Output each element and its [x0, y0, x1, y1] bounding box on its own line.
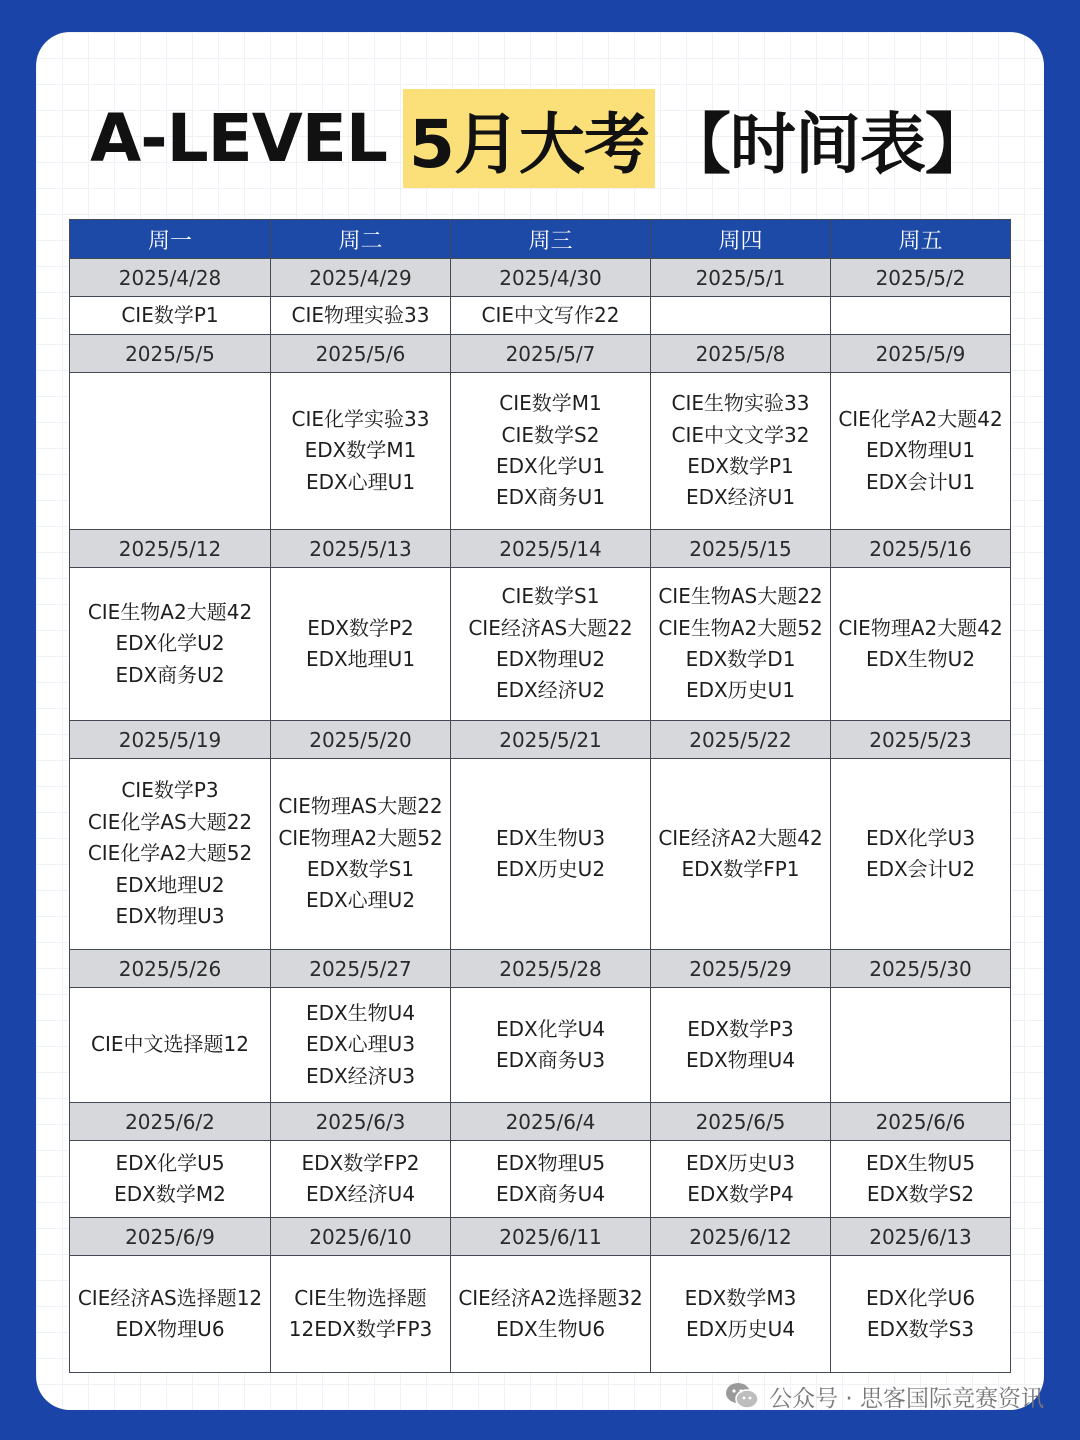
exam-cell: [651, 1141, 831, 1218]
exam-cell: [271, 373, 451, 530]
exam-item: EDX会计U1: [865, 469, 976, 494]
exam-cell: [271, 1141, 451, 1218]
exam-item: EDX商务U2: [115, 662, 225, 687]
exam-item: EDX数学P2: [307, 615, 414, 640]
date-cell: 2025/6/4: [451, 1103, 651, 1141]
exam-item: CIE数学P3: [121, 778, 219, 803]
exam-row: [70, 759, 1011, 950]
exam-cell: [70, 297, 271, 335]
exam-item: EDX历史U1: [685, 678, 796, 703]
exam-item: EDX数学M1: [304, 438, 417, 463]
date-cell: 2025/6/2: [70, 1103, 271, 1141]
weekday-header: 周五: [831, 220, 1011, 259]
exam-cell: [70, 1256, 271, 1373]
date-cell: 2025/5/20: [271, 721, 451, 759]
weekday-header-row: [70, 220, 1011, 259]
exam-item: CIE中文写作22: [481, 302, 620, 327]
exam-cell: [651, 568, 831, 721]
date-row: [70, 950, 1011, 988]
exam-item: CIE化学AS大题22: [87, 809, 253, 834]
exam-item: CIE物理实验33: [291, 302, 430, 327]
date-cell: 2025/5/2: [831, 259, 1011, 297]
date-cell: 2025/5/14: [451, 530, 651, 568]
exam-cell: [70, 568, 271, 721]
date-row: [70, 1103, 1011, 1141]
exam-item: CIE经济AS选择题12: [77, 1285, 263, 1310]
exam-cell: [451, 1256, 651, 1373]
exam-row: [70, 373, 1011, 530]
exam-item: CIE经济A2大题42: [658, 825, 823, 850]
title-suffix: 【时间表】: [664, 105, 990, 183]
exam-item: CIE物理A2大题42: [838, 615, 1003, 640]
exam-item: EDX商务U4: [495, 1182, 606, 1206]
exam-cell: [451, 373, 651, 530]
date-row: [70, 1218, 1011, 1256]
exam-cell: [70, 759, 271, 950]
date-cell: 2025/5/19: [70, 721, 271, 759]
exam-cell: [271, 1256, 451, 1373]
weekday-header: 周四: [651, 220, 831, 259]
exam-row: [70, 568, 1011, 721]
exam-item: EDX数学FP1: [681, 857, 800, 881]
exam-item: EDX数学P3: [687, 1016, 794, 1041]
exam-item: EDX化学U2: [115, 631, 225, 656]
exam-row: [70, 1256, 1011, 1373]
exam-item: CIE生物AS大题22: [658, 584, 823, 609]
date-cell: 2025/6/11: [451, 1218, 651, 1256]
date-cell: 2025/5/12: [70, 530, 271, 568]
exam-item: CIE数学P1: [121, 302, 219, 327]
exam-item: EDX数学S3: [866, 1317, 975, 1341]
date-cell: 2025/5/23: [831, 721, 1011, 759]
exam-cell: [271, 297, 451, 335]
exam-cell: [651, 988, 831, 1103]
exam-item: EDX历史U4: [685, 1317, 796, 1341]
date-cell: 2025/6/3: [271, 1103, 451, 1141]
date-cell: 2025/5/16: [831, 530, 1011, 568]
exam-item: EDX数学S2: [866, 1182, 975, 1206]
date-cell: 2025/5/22: [651, 721, 831, 759]
date-cell: 2025/5/28: [451, 950, 651, 988]
date-cell: 2025/6/5: [651, 1103, 831, 1141]
exam-cell: [831, 988, 1011, 1103]
exam-item: CIE物理A2大题52: [278, 825, 443, 850]
date-cell: 2025/4/29: [271, 259, 451, 297]
footer-attribution: [725, 1376, 1044, 1416]
exam-item: CIE生物选择题: [294, 1285, 427, 1310]
exam-item: EDX历史U3: [685, 1150, 796, 1175]
exam-cell: [271, 568, 451, 721]
date-cell: 2025/5/9: [831, 335, 1011, 373]
exam-item: CIE中文文学32: [671, 422, 810, 447]
exam-item: EDX心理U3: [305, 1032, 416, 1057]
exam-cell: [831, 1256, 1011, 1373]
date-cell: 2025/5/8: [651, 335, 831, 373]
exam-item: CIE经济A2选择题32: [458, 1285, 643, 1310]
exam-item: EDX化学U1: [495, 454, 606, 478]
exam-item: EDX物理U2: [495, 647, 606, 671]
weekday-header: 周一: [70, 220, 271, 259]
date-cell: 2025/5/27: [271, 950, 451, 988]
exam-item: EDX经济U2: [495, 678, 606, 703]
exam-item: EDX物理U6: [115, 1317, 225, 1341]
date-cell: 2025/5/13: [271, 530, 451, 568]
exam-cell: [831, 1141, 1011, 1218]
date-cell: 2025/6/13: [831, 1218, 1011, 1256]
exam-cell: [651, 1256, 831, 1373]
exam-item: EDX经济U4: [305, 1182, 416, 1206]
exam-cell: [831, 297, 1011, 335]
exam-cell: [451, 759, 651, 950]
exam-item: EDX数学P4: [687, 1182, 794, 1206]
exam-item: EDX数学D1: [685, 647, 796, 671]
exam-cell: [70, 373, 271, 530]
exam-item: CIE数学S2: [501, 422, 600, 447]
exam-item: EDX物理U1: [865, 438, 976, 463]
weekday-header: 周三: [451, 220, 651, 259]
date-cell: 2025/5/7: [451, 335, 651, 373]
exam-item: CIE经济AS大题22: [468, 615, 633, 640]
exam-cell: [651, 297, 831, 335]
date-cell: 2025/5/29: [651, 950, 831, 988]
date-cell: 2025/4/30: [451, 259, 651, 297]
date-cell: 2025/6/6: [831, 1103, 1011, 1141]
exam-item: EDX生物U5: [865, 1150, 976, 1175]
exam-cell: [831, 568, 1011, 721]
exam-item: EDX会计U2: [865, 857, 976, 881]
exam-item: EDX生物U3: [495, 825, 606, 850]
date-cell: 2025/5/5: [70, 335, 271, 373]
exam-item: EDX化学U6: [865, 1285, 976, 1310]
exam-item: 12EDX数学FP3: [288, 1317, 433, 1341]
exam-cell: [271, 988, 451, 1103]
exam-item: EDX生物U4: [305, 1000, 416, 1025]
title-prefix: A-LEVEL: [90, 99, 387, 177]
date-row: [70, 335, 1011, 373]
exam-item: EDX数学P1: [687, 454, 794, 478]
exam-item: EDX物理U3: [115, 904, 225, 929]
exam-row: [70, 297, 1011, 335]
exam-item: EDX地理U1: [305, 647, 416, 671]
exam-item: CIE数学S1: [501, 584, 600, 609]
exam-item: EDX商务U1: [495, 485, 606, 510]
title-highlight: 5月大考: [403, 89, 655, 188]
exam-item: EDX心理U1: [305, 469, 416, 494]
exam-item: CIE生物A2大题52: [658, 615, 823, 640]
page-title: [0, 88, 1080, 188]
exam-schedule-table: [69, 219, 1011, 1373]
exam-item: EDX经济U3: [305, 1063, 416, 1088]
exam-item: EDX数学S1: [306, 857, 415, 881]
exam-item: EDX生物U2: [865, 647, 976, 671]
exam-item: EDX地理U2: [115, 872, 225, 897]
exam-item: CIE物理AS大题22: [278, 794, 443, 819]
exam-item: CIE生物A2大题42: [87, 599, 253, 624]
exam-item: CIE数学M1: [499, 391, 602, 416]
date-cell: 2025/5/30: [831, 950, 1011, 988]
date-row: [70, 721, 1011, 759]
date-row: [70, 259, 1011, 297]
date-cell: 2025/6/12: [651, 1218, 831, 1256]
exam-cell: [651, 759, 831, 950]
date-row: [70, 530, 1011, 568]
exam-item: EDX物理U4: [685, 1048, 796, 1072]
date-cell: 2025/5/15: [651, 530, 831, 568]
exam-item: EDX物理U5: [495, 1150, 606, 1175]
exam-row: [70, 988, 1011, 1103]
wechat-icon: [725, 1381, 759, 1411]
exam-item: CIE生物实验33: [671, 391, 810, 416]
date-cell: 2025/5/21: [451, 721, 651, 759]
footer-text: 公众号 · 思客国际竞赛资讯: [769, 1385, 1044, 1412]
exam-item: CIE化学A2大题52: [87, 841, 253, 866]
exam-cell: [831, 373, 1011, 530]
exam-item: EDX经济U1: [685, 485, 796, 510]
exam-item: EDX化学U5: [115, 1150, 225, 1175]
date-cell: 2025/6/9: [70, 1218, 271, 1256]
exam-cell: [70, 1141, 271, 1218]
exam-cell: [451, 1141, 651, 1218]
exam-item: EDX生物U6: [495, 1317, 606, 1341]
exam-item: CIE化学实验33: [291, 406, 430, 431]
exam-cell: [451, 568, 651, 721]
date-cell: 2025/4/28: [70, 259, 271, 297]
exam-item: EDX数学M2: [114, 1182, 226, 1206]
weekday-header: 周二: [271, 220, 451, 259]
exam-item: CIE中文选择题12: [91, 1032, 249, 1057]
exam-cell: [271, 759, 451, 950]
exam-item: CIE化学A2大题42: [838, 406, 1003, 431]
exam-item: EDX历史U2: [495, 857, 606, 881]
exam-item: EDX商务U3: [495, 1048, 606, 1072]
exam-cell: [451, 297, 651, 335]
exam-item: EDX化学U4: [495, 1016, 606, 1041]
exam-cell: [831, 759, 1011, 950]
exam-row: [70, 1141, 1011, 1218]
date-cell: 2025/5/6: [271, 335, 451, 373]
date-cell: 2025/5/1: [651, 259, 831, 297]
exam-cell: [651, 373, 831, 530]
exam-cell: [451, 988, 651, 1103]
date-cell: 2025/5/26: [70, 950, 271, 988]
exam-cell: [70, 988, 271, 1103]
exam-item: EDX化学U3: [865, 825, 976, 850]
exam-item: EDX心理U2: [305, 888, 416, 913]
exam-item: EDX数学M3: [684, 1285, 797, 1310]
exam-item: EDX数学FP2: [301, 1150, 420, 1175]
date-cell: 2025/6/10: [271, 1218, 451, 1256]
